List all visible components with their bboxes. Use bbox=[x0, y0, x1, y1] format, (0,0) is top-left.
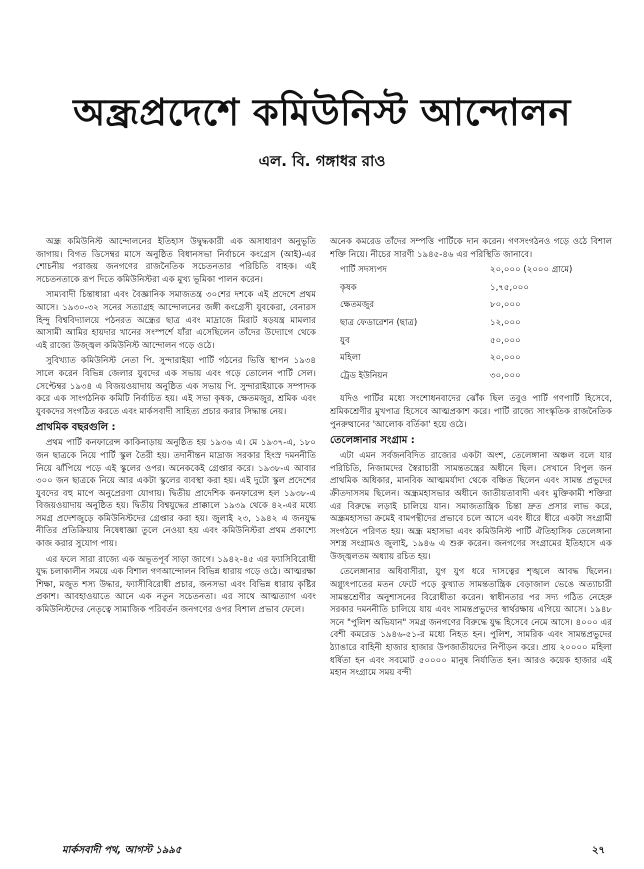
section-heading-telangana: তেলেঙ্গানার সংগ্রাম : bbox=[330, 435, 415, 447]
table-row bbox=[340, 264, 600, 282]
right-column bbox=[330, 236, 612, 844]
paragraph: সুবিখ্যাত কমিউনিস্ট নেতা পি. সুন্দারাইয়া পার্টি গঠনের ভিত্তি স্থাপন ১৯৩৪ সালে করেন বিভিন্ন জেলার যুবদের এক সভায় এবং গড়ে তোলেন পার্টি সেল। সেপ্টেম্বর ১৯৩৪ এ বিজয়ওয়াদায় অনুষ্ঠিত এক সভায় পি. সুন্দারাইয়াকে সম্পাদক করে এক সাংগঠনিক কমিটি নির্বাচিত হয়। এই সভা কৃষক, ক্ষেতমজুর, শ্রমিক এবং যুবকদের সংগঠিত করতে এবং মার্কসবাদী সাহিত্য প্রচার করার সিদ্ধান্ত নেয়। bbox=[36, 356, 316, 417]
article-author: এল. বি. গঙ্গাধর রাও bbox=[258, 152, 386, 170]
table-cell-count: ৮০,০০০ bbox=[490, 300, 521, 311]
paragraph: তেলেঙ্গানার অধিবাসীরা, যুগ যুগ ধরে দাসত্বের শৃঙ্খলে আবদ্ধ ছিলেন। অগ্ন্যুৎপাতের মতন ফেটে পড়ে কুখ্যাত সামন্ততান্ত্রিক বেড়াজাল ভেঙে অত্যাচারী সামন্তশ্রেণীর অনুশাসনের বিরোধীতা করেন। স্বাধীনতার পর সদ্য গঠিত নেহেরু সরকার দমননীতি চালিয়ে যায় এবং সামন্তপ্রভুদের স্বার্থরক্ষায় এগিয়ে আসে। ১৯৪৮ সনে "পুলিশ অভিযান" সমগ্র জনগণের বিরুদ্ধে যুদ্ধ হিসেবে নেমে আসে। ৪০০০ এর বেশী কমরেড ১৯৪৬-৫১-র মধ্যে নিহত হন। পুলিশ, সামরিক এবং সামন্তপ্রভুদের ঠ্যাঙারে বাহিনী হাজার হাজার উপজাতীয়দের নিপীড়ন করে। প্রায় ২০০০০ মহিলা ধর্ষিতা হন এবং সবমোট ৫০০০০ মানুষ নির্যাতিত হন। আরও কয়েক হাজার এই মহান সংগ্রামে সময় বন্দী bbox=[330, 567, 612, 679]
table-row bbox=[340, 352, 600, 370]
table-row bbox=[340, 335, 600, 353]
table-row bbox=[340, 317, 600, 335]
page-number: ২৭ bbox=[592, 845, 606, 856]
article-title: অন্ধ্রপ্রদেশে কমিউনিস্ট আন্দোলন bbox=[73, 91, 571, 134]
table-cell-count: ১,৭৫,০০০ bbox=[490, 282, 529, 293]
section-heading-early-years: প্রাথমিক বছরগুলি : bbox=[36, 422, 116, 434]
left-column bbox=[36, 236, 316, 844]
table-cell-count: ২০,০০০ bbox=[490, 353, 521, 364]
table-cell-category: ছাত্র ফেডারেশন (ছাত্র) bbox=[340, 317, 418, 328]
footer-source: মার্কসবাদী পথ, আগস্ট ১৯৯৫ bbox=[62, 845, 182, 856]
table-row bbox=[340, 282, 600, 300]
paragraph: এর ফলে সারা রাজ্যে এক অভূতপূর্ব সাড়া জাগে। ১৯৪২-৪৫ এর ফ্যাসিবিরোধী যুদ্ধ চলাকালীন সময়ে এক বিশাল গণআন্দোলন বিভিন্ন ধারায় গড়ে ওঠে। আত্মরক্ষা শিক্ষা, মজুত শস্য উদ্ধার, ফ্যাসীবিরোধী প্রচার, জনসভা এবং বিভিন্ন ধারায় কৃষ্টির প্রকাশ। আবহাওয়াতে আনে এক নতুন সচেতনতা। এর সাথে আত্মত্যাগ এবং কমিউনিস্টদের নেতৃত্বে সামাজিক পরিবর্তন জনগণের ওপর বিশাল প্রভাব ফেলে। bbox=[36, 554, 316, 616]
paragraph: প্রথম পার্টি কনফারেন্স কাকিনাড়ায় অনুষ্ঠিত হয় ১৯৩৬ এ। মে ১৯৩৭-এ, ১৮০ জন ছাত্রকে নিয়ে পার্টি স্কুল তৈরী হয়। তদানীন্তন মাদ্রাজ সরকার হিংস্র দমননীতি নিয়ে ঝাঁপিয়ে পড়ে এই স্কুলের ওপর। অনেককেই গ্রেপ্তার করে। ১৯৩৮-এ আবার ৩০০ জন ছাত্রকে নিয়ে আর একটা স্কুলের ব্যবস্থা করা হয়। এই দুটো স্কুল প্রদেশের যুবদের বহু মাপে অনুপ্রেরণা যোগায়। দ্বিতীয় প্রাদেশিক কনফারেন্স হল ১৯৩৮-এ বিজয়ওয়াদায় অনুষ্ঠিত হয়। দ্বিতীয় বিশ্বযুদ্ধের প্রাক্কালে ১৯৩৯ থেকে ৪২-এর মধ্যে সমগ্র প্রদেশজুড়ে কমিউনিস্টদের গ্রেপ্তার করা হয়। জুলাই ২৩, ১৯৪২ এ জনযুদ্ধ নীতির প্রতিক্রিয়ায় নিষেধাজ্ঞা তুলে নেওয়া হয় এবং কমিউনিস্টরা প্রথম প্রকাশ্যে কাজ করার সুযোগ পায়। bbox=[36, 438, 316, 550]
table-cell-category: মহিলা bbox=[340, 353, 361, 364]
paragraph: এটা এমন সর্বজনবিদিত রাজ্যের একটা অংশ, তেলেঙ্গানা অঞ্চল বলে যার পরিচিতি, নিজামদের স্বৈরাচারী সামন্ততন্ত্রের অধীনে ছিল। সেখানে বিপুল জন প্রাথমিক অধিকার, মানবিক আত্মমর্যাদা থেকে বঞ্চিত ছিলেন এবং সামন্ত প্রভুদের ক্রীতদাসসম ছিলেন। অন্ধ্রমহাসভার অধীনে জাতীয়তাবাদী এবং মুক্তিকামী শক্তিরা এর বিরুদ্ধে লড়াই চালিয়ে যান। সমাজতান্ত্রিক চিন্তা দ্রুত প্রসার লাভ করে, অন্ধ্রমহাসভা ক্রমেই বামপন্থীদের প্রভাবে চলে আসে এবং ধীরে ধীরে একটা সংগ্রামী সংগঠনে পরিণত হয়। অন্ধ্র মহাসভা এবং কমিউনিস্ট পার্টি ঐতিহাসিক তেলেঙ্গানা সশস্ত্র সংগ্রামও জুলাই, ১৯৪৬ এ শুরু করেন। জনগণের সংগ্রামের ইতিহাসে এক উজ্জ্বলতম অধ্যায় রচিত হয়। bbox=[330, 451, 612, 562]
table-cell-category: কৃষক bbox=[340, 282, 357, 293]
table-cell-count: ১২,০০০ bbox=[490, 317, 521, 328]
membership-table bbox=[340, 264, 600, 387]
paragraph: অন্ধ্র কমিউনিস্ট আন্দোলনের ইতিহাস উদ্বুদ্ধকারী এক অসাধারণ অনুভূতি জাগায়। বিগত ডিসেম্বর মাসে অনুষ্ঠিত বিধানসভা নির্বাচনে কংগ্রেস (আই)-এর শোচনীয় পরাজয় জনগণের রাজনৈতিক সচেতনতার পরিচিতি বাহক। এই সচেতনতাকে রূপ দিতে কমিউনিস্টরা এক মুখ্য ভূমিকা পালন করেন। bbox=[36, 237, 316, 285]
paragraph: যদিও পার্টির মধ্যে সংশোধনবাদের ঝোঁক ছিল তবুও পার্টি গণপার্টি হিসেবে, শ্রমিকশ্রেণীর মুখপাত্র হিসেবে আত্মপ্রকাশ করে। পার্টি রাজ্যে সাংস্কৃতিক রাজনৈতিক পুনরুত্থানের 'আলোক বর্তিকা' হয়ে ওঠে। bbox=[330, 394, 612, 430]
table-cell-category: ট্রেড ইউনিয়ন bbox=[340, 370, 388, 381]
table-cell-category: ক্ষেতমজুর bbox=[340, 300, 375, 311]
paragraph: অনেক কমরেড তাঁদের সম্পত্তি পার্টিকে দান করেন। গণসংগঠনও গড়ে ওঠে বিশাল শক্তি নিয়ে। নীচের সারণী ১৯৪৫-৪৬ এর পরিস্থিতি জানাবে। bbox=[330, 237, 612, 260]
paragraph: সাম্যবাদী চিন্তাধারা এবং বৈজ্ঞানিক সমাজতন্ত্র ৩০শের দশকে এই প্রদেশে প্রথম আসে। ১৯৩০-৩২ সনের সত্যাগ্রহ আন্দোলনের জঙ্গী কংগ্রেসী যুবকেরা, বেনারস হিন্দু বিশ্ববিদ্যালয়ে পঠনরত অন্ধ্রের ছাত্র এবং মাদ্রাজে মিরাট ষড়যন্ত্র মামলার আসামী আমির হায়দার খানের সংস্পর্শে যাঁরা এসেছিলেন তাঁদের উদ্যোগে থেকে এই রাজ্যে উজ্জ্বল কমিউনিস্ট আন্দোলন গড়ে ওঠে। bbox=[36, 290, 316, 351]
table-cell-category: যুব bbox=[340, 335, 350, 346]
table-cell-count: ২০,০০০ (২০০০ গ্রামে) bbox=[490, 265, 573, 276]
table-cell-count: ৩০,০০০ bbox=[490, 370, 521, 381]
table-row bbox=[340, 299, 600, 317]
table-cell-count: ৫০,০০০ bbox=[490, 335, 521, 346]
table-row bbox=[340, 370, 600, 388]
table-cell-category: পার্টি সদস্যপদ bbox=[340, 265, 387, 276]
